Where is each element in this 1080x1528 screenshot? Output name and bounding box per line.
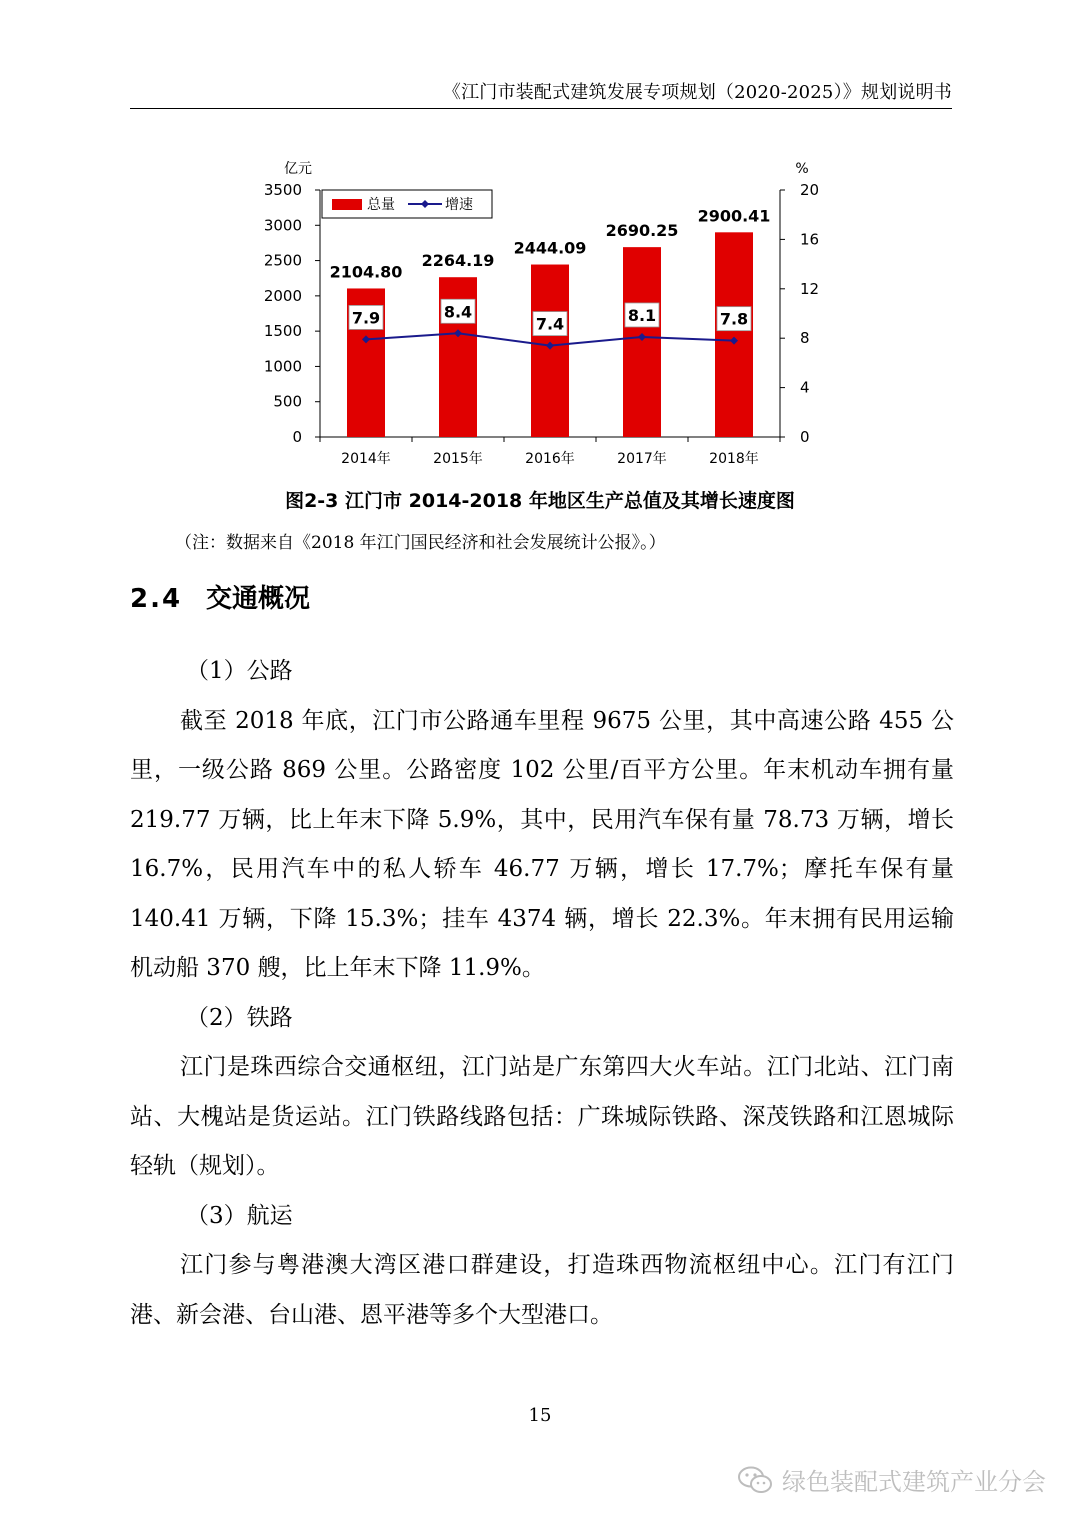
x-tick-label: 2018年 — [709, 451, 759, 467]
growth-data-label: 7.4 — [535, 314, 565, 334]
figure-caption: 图2-3 江门市 2014-2018 年地区生产总值及其增长速度图 — [285, 490, 795, 512]
legend-bar-swatch — [332, 199, 362, 210]
x-tick-label: 2017年 — [617, 451, 667, 467]
right-tick-label: 0 — [800, 428, 810, 446]
bar — [623, 247, 661, 437]
watermark-text: 绿色装配式建筑产业分会 — [782, 1468, 1046, 1496]
wechat-icon — [736, 1465, 774, 1495]
y2-axis-title: % — [795, 161, 809, 177]
bar-data-label: 2690.25 — [605, 221, 679, 241]
left-tick-label: 500 — [273, 392, 302, 411]
growth-data-label: 8.1 — [627, 305, 657, 325]
right-tick-label: 8 — [800, 329, 810, 348]
right-tick-label: 16 — [800, 230, 820, 249]
road-heading: （1）公路 — [186, 658, 293, 684]
section-title — [130, 578, 310, 615]
left-tick-label: 3000 — [263, 216, 302, 235]
left-tick-label: 1500 — [263, 322, 302, 341]
right-tick-label: 4 — [800, 378, 810, 397]
left-tick-label: 2000 — [263, 286, 302, 305]
figure-note: （注：数据来自《2018 年江门国民经济和社会发展统计公报》。） — [175, 533, 666, 553]
left-tick-label: 0 — [292, 428, 302, 446]
growth-data-label: 7.9 — [351, 308, 381, 328]
shipping-paragraph: 江门参与粤港澳大湾区港口群建设，打造珠西物流枢纽中心。江门有江门港、新会港、台山港、恩平港等多个大型港口。 — [130, 1252, 954, 1328]
bar-data-label: 2264.19 — [421, 251, 495, 271]
chart-legend — [322, 190, 492, 218]
section-heading: 交通概况 — [206, 584, 311, 614]
growth-data-label: 8.4 — [443, 302, 473, 322]
left-tick-label: 2500 — [263, 251, 302, 270]
rail-paragraph: 江门是珠西综合交通枢纽，江门站是广东第四大火车站。江门北站、江门南站、大槐站是货运站。江门铁路线路包括：广珠城际铁路、深茂铁路和江恩城际轻轨（规划）。 — [130, 1054, 954, 1179]
bar-data-label: 2900.41 — [697, 206, 771, 226]
section-number: 2.4 — [130, 584, 183, 614]
x-tick-label: 2016年 — [525, 451, 575, 467]
right-tick-label: 20 — [800, 181, 820, 199]
x-tick-label: 2015年 — [433, 451, 483, 467]
shipping-heading: （3）航运 — [186, 1202, 293, 1229]
gdp-chart — [250, 152, 830, 477]
right-tick-label: 12 — [800, 279, 820, 298]
bar-data-label: 2104.80 — [329, 262, 403, 282]
road-paragraph: 截至 2018 年底，江门市公路通车里程 9675 公里，其中高速公路 455 公里，一级公路 869 公里。公路密度 102 公里/百平方公里。年末机动车拥有量 219.77 万辆，比上年末下降 5.9%，其中，民用汽车保有量 78.73 万辆，增长 16.7%，民用汽车中的私人轿车 46.77 万辆，增长 17.7%；摩托车保有量 140.41 万辆，下降 15.3%；挂车 4374 辆，增长 22.3%。年末拥有民用运输机动船 370 艘，比上年末下降 11.9%。 — [130, 707, 954, 981]
growth-data-label: 7.8 — [719, 309, 749, 329]
x-tick-label: 2014年 — [341, 451, 391, 467]
rail-heading: （2）铁路 — [186, 1004, 293, 1031]
legend-line-label: 增速 — [445, 197, 473, 213]
watermark — [736, 1462, 1046, 1497]
left-tick-label: 3500 — [263, 181, 302, 199]
bar — [531, 265, 569, 437]
y-axis-title: 亿元 — [284, 161, 312, 177]
body-text — [130, 647, 954, 1340]
left-tick-label: 1000 — [263, 357, 302, 376]
page-number: 15 — [528, 1405, 552, 1426]
bar-data-label: 2444.09 — [513, 238, 587, 258]
page-header: 《江门市装配式建筑发展专项规划（2020-2025）》规划说明书 — [130, 78, 952, 109]
legend-bar-label: 总量 — [367, 197, 395, 213]
bar — [715, 232, 753, 437]
